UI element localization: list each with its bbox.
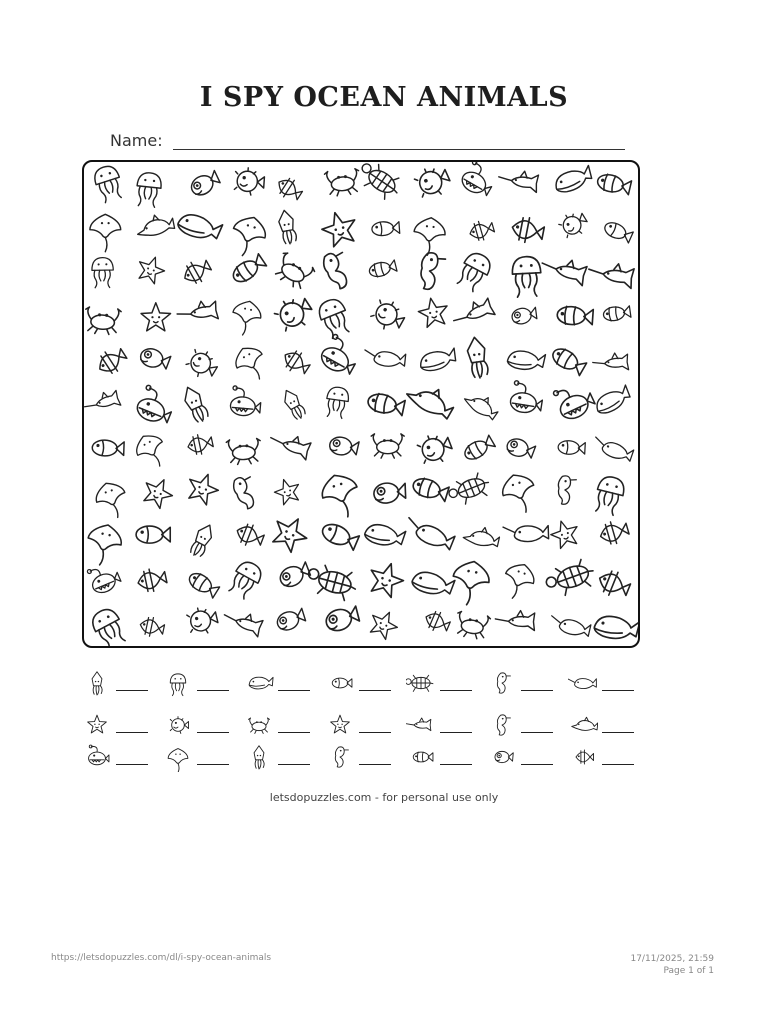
anglerfish-drawing	[552, 378, 597, 423]
count-answer-blank[interactable]	[197, 690, 229, 691]
squid-icon	[244, 742, 274, 772]
fish-drawing	[92, 440, 124, 457]
count-answer-blank[interactable]	[116, 690, 148, 691]
stingray-drawing	[227, 213, 270, 261]
jellyfish-drawing	[88, 605, 129, 646]
cartoon-fish-drawing	[138, 346, 171, 371]
jellyfish-drawing	[135, 172, 162, 208]
anglerfish-drawing	[134, 384, 177, 427]
pufferfish-drawing	[272, 291, 317, 335]
jellyfish-drawing	[226, 558, 265, 601]
clownfish-icon	[406, 742, 436, 772]
swordfish-drawing	[539, 254, 587, 286]
crab-drawing	[371, 434, 404, 458]
starfish-drawing	[139, 473, 177, 510]
jellyfish-drawing	[316, 296, 354, 340]
stingray-drawing	[317, 470, 365, 522]
seahorse-icon	[487, 668, 517, 698]
pufferfish-drawing	[416, 430, 455, 468]
stingray-drawing	[498, 470, 541, 517]
key-item	[325, 742, 405, 772]
seahorse-icon	[325, 742, 355, 772]
print-datetime: 17/11/2025, 21:59	[630, 954, 714, 964]
count-answer-blank[interactable]	[602, 732, 634, 733]
angelfish-drawing	[510, 215, 545, 246]
fish-icon	[325, 668, 355, 698]
pufferfish-drawing	[186, 604, 220, 636]
squid-drawing	[188, 522, 217, 559]
name-label: Name:	[110, 131, 163, 150]
whale-drawing	[363, 522, 406, 550]
starfish-drawing	[183, 469, 222, 507]
starfish-drawing	[134, 253, 168, 286]
seahorse-icon	[487, 710, 517, 740]
print-meta	[630, 953, 714, 977]
angelfish-drawing	[422, 608, 452, 635]
key-item	[163, 742, 243, 772]
count-answer-blank[interactable]	[278, 690, 310, 691]
jellyfish-drawing	[592, 474, 626, 516]
count-answer-blank[interactable]	[116, 732, 148, 733]
anglerfish-drawing	[459, 162, 499, 199]
key-item	[487, 742, 567, 772]
fish-drawing	[602, 220, 633, 244]
starfish-drawing	[366, 606, 402, 641]
count-answer-blank[interactable]	[440, 764, 472, 765]
starfish-icon	[325, 710, 355, 740]
count-answer-blank[interactable]	[278, 764, 310, 765]
swordfish-drawing	[221, 607, 264, 637]
angelfish-icon	[568, 742, 598, 772]
key-item	[406, 668, 486, 698]
angelfish-drawing	[279, 346, 312, 378]
key-item	[244, 710, 324, 740]
anglerfish-icon	[82, 742, 112, 772]
turtle-drawing	[446, 471, 493, 509]
jellyfish-icon	[163, 668, 193, 698]
starfish-drawing	[318, 208, 360, 249]
pufferfish-drawing	[369, 296, 409, 335]
name-line[interactable]	[173, 133, 625, 150]
anglerfish-drawing	[86, 560, 123, 596]
whale-drawing	[593, 614, 638, 643]
clownfish-drawing	[596, 172, 632, 196]
fish-drawing	[558, 440, 586, 455]
seahorse-drawing	[558, 475, 577, 504]
crab-drawing	[454, 611, 491, 641]
clownfish-drawing	[603, 305, 631, 322]
count-answer-blank[interactable]	[359, 732, 391, 733]
count-answer-blank[interactable]	[440, 690, 472, 691]
crab-drawing	[271, 251, 315, 292]
key-item	[82, 668, 162, 698]
fish-drawing	[320, 521, 360, 552]
key-item	[325, 668, 405, 698]
stingray-drawing	[92, 479, 132, 523]
angelfish-drawing	[274, 174, 306, 204]
anglerfish-drawing	[509, 380, 545, 415]
starfish-drawing	[548, 517, 582, 550]
clownfish-drawing	[549, 345, 587, 377]
worksheet-title: I SPY OCEAN ANIMALS	[199, 82, 569, 113]
dolphin-drawing	[134, 210, 176, 240]
clownfish-drawing	[462, 434, 496, 462]
whale-drawing	[553, 165, 595, 195]
count-answer-blank[interactable]	[359, 764, 391, 765]
count-answer-blank[interactable]	[197, 732, 229, 733]
narwhal-drawing	[549, 616, 591, 639]
jellyfish-drawing	[512, 256, 542, 297]
count-answer-blank[interactable]	[197, 764, 229, 765]
swordfish-drawing	[268, 429, 312, 460]
name-field	[110, 128, 625, 150]
count-answer-blank[interactable]	[521, 764, 553, 765]
swordfish-drawing	[176, 299, 219, 325]
count-answer-blank[interactable]	[602, 690, 634, 691]
key-item	[163, 710, 243, 740]
dolphin-drawing	[463, 525, 501, 547]
key-item	[406, 742, 486, 772]
starfish-drawing	[416, 295, 450, 328]
seahorse-drawing	[420, 252, 446, 290]
swordfish-drawing	[592, 352, 628, 372]
key-item	[406, 710, 486, 740]
jellyfish-drawing	[324, 386, 350, 419]
count-answer-blank[interactable]	[602, 764, 634, 765]
key-item	[487, 668, 567, 698]
starfish-drawing	[267, 510, 313, 555]
puzzle-board	[82, 160, 640, 648]
starfish-drawing	[141, 303, 171, 331]
crab-drawing	[84, 307, 121, 335]
print-url[interactable]: https://letsdopuzzles.com/dl/i-spy-ocean-animals	[51, 953, 272, 963]
cartoon-fish-drawing	[505, 437, 536, 461]
ocean-animals-illustration	[84, 162, 638, 646]
key-item	[244, 668, 324, 698]
angelfish-drawing	[233, 521, 266, 551]
fish-drawing	[136, 526, 170, 543]
dolphin-icon	[568, 710, 598, 740]
whale-icon	[244, 668, 274, 698]
starfish-icon	[82, 710, 112, 740]
whale-drawing	[507, 349, 546, 372]
squid-icon	[82, 668, 112, 698]
angelfish-drawing	[180, 256, 214, 288]
stingray-drawing	[90, 214, 121, 251]
angelfish-drawing	[94, 344, 130, 379]
squid-drawing	[277, 209, 297, 245]
clownfish-drawing	[230, 253, 268, 286]
whale-drawing	[176, 211, 223, 245]
swordfish-drawing	[497, 168, 538, 192]
cartoon-fish-drawing	[275, 606, 308, 633]
starfish-drawing	[272, 476, 303, 507]
stingray-drawing	[84, 522, 125, 569]
stingray-drawing	[131, 430, 172, 473]
narwhal-drawing	[403, 517, 455, 552]
swordfish-icon	[406, 710, 436, 740]
squid-drawing	[466, 336, 489, 379]
key-item	[487, 710, 567, 740]
narwhal-drawing	[363, 350, 405, 368]
jellyfish-drawing	[92, 163, 126, 203]
stingray-icon	[163, 742, 193, 772]
key-item	[325, 710, 405, 740]
pufferfish-drawing	[184, 346, 221, 383]
seahorse-drawing	[319, 248, 358, 291]
swordfish-drawing	[450, 296, 495, 331]
angelfish-drawing	[186, 432, 214, 457]
clownfish-drawing	[366, 392, 405, 417]
angelfish-drawing	[467, 218, 495, 243]
stingray-drawing	[229, 298, 264, 337]
stingray-drawing	[230, 342, 272, 386]
jellyfish-drawing	[454, 249, 494, 293]
stingray-drawing	[412, 216, 447, 257]
cartoon-fish-drawing	[188, 169, 222, 199]
squid-drawing	[180, 384, 210, 424]
jellyfish-drawing	[92, 257, 114, 287]
stingray-drawing	[498, 560, 538, 604]
angelfish-drawing	[598, 518, 631, 547]
narwhal-icon	[568, 668, 598, 698]
cartoon-fish-drawing	[323, 604, 361, 634]
count-answer-blank[interactable]	[440, 732, 472, 733]
key-item	[82, 742, 162, 772]
whale-drawing	[410, 569, 455, 599]
print-page-number: Page 1 of 1	[663, 966, 714, 976]
narwhal-drawing	[591, 437, 634, 463]
fish-drawing	[371, 221, 399, 237]
cartoon-fish-drawing	[329, 436, 360, 457]
footer-note: letsdopuzzles.com - for personal use only	[269, 791, 499, 804]
key-item	[163, 668, 243, 698]
seahorse-drawing	[230, 473, 264, 511]
whale-drawing	[418, 348, 457, 373]
stingray-drawing	[449, 558, 492, 607]
squid-drawing	[280, 387, 307, 421]
dolphin-drawing	[462, 388, 502, 421]
angelfish-drawing	[138, 615, 165, 639]
swordfish-drawing	[587, 259, 635, 288]
count-answer-blank[interactable]	[116, 764, 148, 765]
cartoon-fish-drawing	[373, 481, 407, 505]
pufferfish-drawing	[234, 167, 265, 196]
anglerfish-drawing	[318, 333, 364, 378]
clownfish-drawing	[411, 476, 450, 503]
pufferfish-drawing	[557, 208, 591, 241]
whale-drawing	[593, 385, 633, 417]
cartoon-fish-icon	[487, 742, 517, 772]
cartoon-fish-drawing	[277, 560, 313, 590]
starfish-drawing	[365, 558, 407, 599]
turtle-drawing	[543, 557, 598, 600]
crab-drawing	[324, 168, 361, 197]
key-item	[244, 742, 324, 772]
key-item	[82, 710, 162, 740]
clownfish-drawing	[368, 259, 397, 279]
angelfish-drawing	[595, 567, 633, 601]
key-item	[568, 668, 648, 698]
answer-key-grid	[82, 668, 652, 778]
anglerfish-drawing	[230, 386, 262, 417]
clownfish-drawing	[186, 570, 220, 599]
dolphin-drawing	[404, 378, 458, 420]
angelfish-drawing	[136, 566, 168, 594]
crab-drawing	[226, 438, 261, 465]
crab-icon	[244, 710, 274, 740]
count-answer-blank[interactable]	[278, 732, 310, 733]
key-item	[568, 710, 648, 740]
key-item	[568, 742, 648, 772]
count-answer-blank[interactable]	[521, 690, 553, 691]
clownfish-drawing	[557, 306, 594, 326]
turtle-icon	[406, 668, 436, 698]
count-answer-blank[interactable]	[521, 732, 553, 733]
pufferfish-icon	[163, 710, 193, 740]
turtle-drawing	[354, 162, 404, 203]
turtle-drawing	[304, 562, 359, 603]
swordfish-drawing	[495, 610, 535, 630]
count-answer-blank[interactable]	[359, 690, 391, 691]
pufferfish-drawing	[412, 162, 453, 201]
swordfish-drawing	[84, 389, 121, 416]
narwhal-drawing	[503, 525, 549, 542]
cartoon-fish-drawing	[511, 305, 539, 325]
